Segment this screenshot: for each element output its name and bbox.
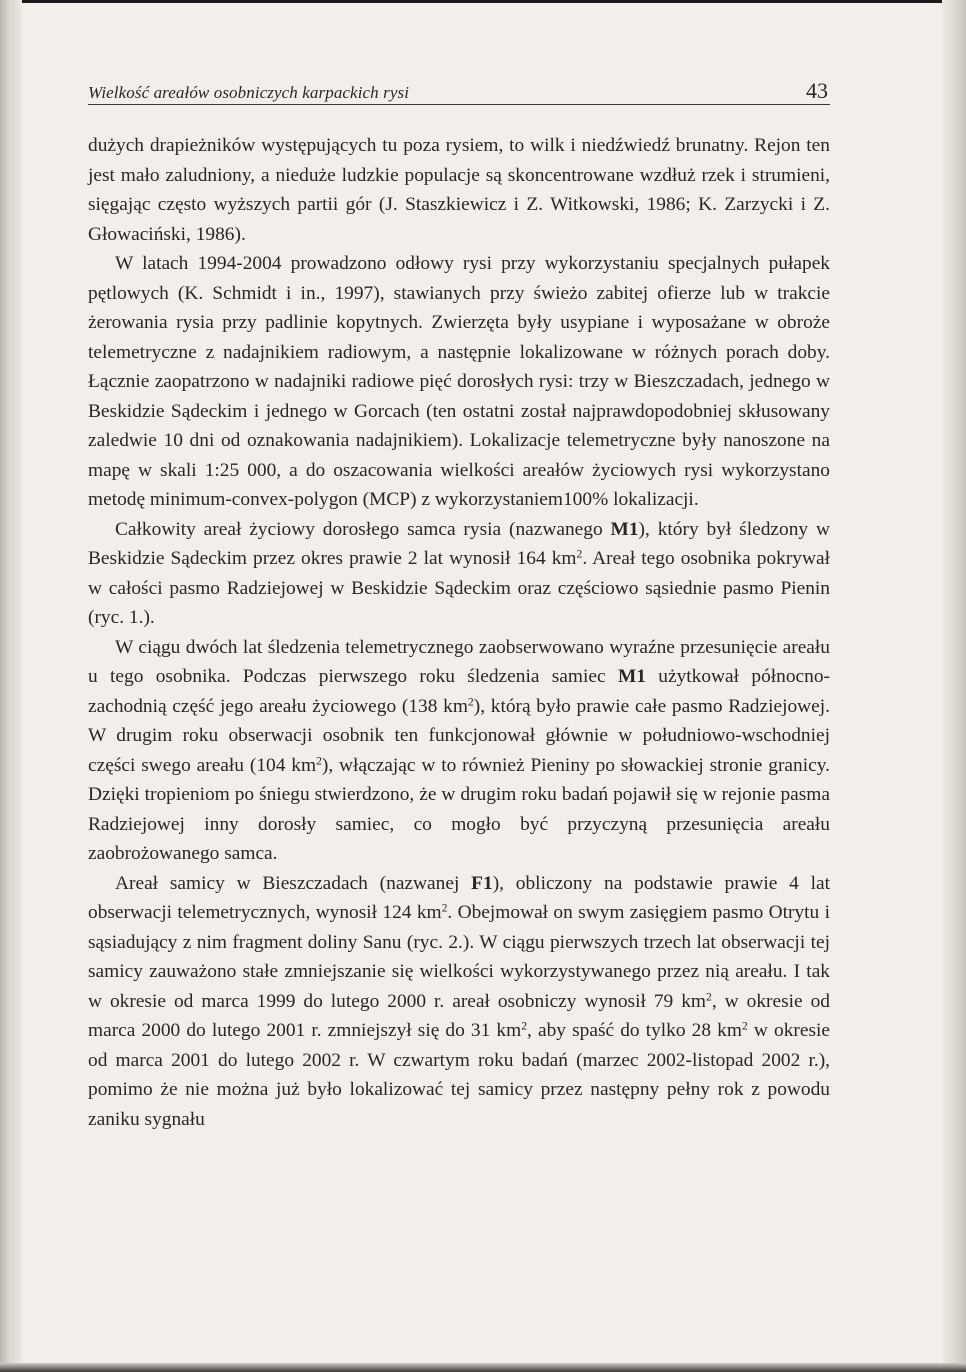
running-title: Wielkość areałów osobniczych karpackich rysi: [88, 83, 410, 102]
text-run: , w okresie od marca 2000 do lutego 2001 r. zmniejszył się do 31 km: [88, 990, 831, 1041]
page-number: 43: [806, 78, 828, 103]
text-run: ), którą było prawie całe pasmo Radziejowej. W drugim roku obserwacji osobnik ten funkcjonował głównie w południowo-wschodniej części swego areału (104 km: [88, 695, 830, 776]
running-header: [88, 78, 830, 105]
text-run: , aby spaść do tylko 28 km: [527, 1020, 742, 1041]
text-run: ), który był śledzony w Beskidzie Sądeckim przez okres prawie 2 lat wynosił 164 km: [88, 518, 830, 569]
superscript: 2: [467, 695, 474, 709]
text-run: użytkował północno-zachodnią część jego areału życiowego (138 km: [88, 666, 830, 717]
text-run: . Areał tego osobnika pokrywał w całości pasmo Radziejowej w Beskidzie Sądeckim oraz częściowo sąsiednie pasmo Pienin (ryc. 1.).: [88, 548, 830, 628]
paragraph-2: [88, 249, 830, 515]
text-run: W ciągu dwóch lat śledzenia telemetrycznego zaobserwowano wyraźne przesunięcie areału u tego osobnika. Podczas pierwszego roku śledzenia samiec: [88, 636, 830, 687]
paragraph-1: [88, 131, 830, 249]
page-edge-right: [942, 0, 966, 1372]
text-run: . Obejmował on swym zasięgiem pasmo Otrytu i sąsiadujący z nim fragment doliny Sanu (ryc. 2.). W ciągu pierwszych trzech lat obserwacji tej samicy zauważono stałe zmniejszanie się wielkości wykorzystywanego przez nią areału. I tak w okresie od marca 1999 do lutego 2000 r. areał osobniczy wynosił 79 km: [88, 902, 830, 1012]
scan-edge-bottom: [0, 1363, 966, 1372]
paragraph-3: [88, 515, 830, 633]
superscript: 2: [521, 1019, 528, 1033]
scan-edge-top: [0, 0, 966, 3]
superscript: 2: [576, 547, 583, 561]
specimen-code-m1: M1: [617, 666, 646, 687]
superscript: 2: [441, 901, 448, 915]
paragraph-4: [88, 633, 830, 869]
page-gutter-shadow: [0, 0, 22, 1372]
text-run: ), włączając w to również Pieniny po słowackiej stronie granicy. Dzięki tropieniom po śniegu stwierdzono, że w drugim roku badań pojawił się w rejonie pasma Radziejowej inny dorosły samiec, co mogło być przyczyną przesunięcia areału zaobrożowanego samca.: [88, 754, 830, 864]
book-page: [88, 78, 830, 1134]
text-run: Areał samicy w Bieszczadach (nazwanej: [115, 872, 472, 894]
specimen-code-f1: F1: [471, 872, 493, 894]
paragraph-5: [88, 869, 830, 1135]
specimen-code-m1: M1: [610, 518, 639, 540]
text-run: Całkowity areał życiowy dorosłego samca rysia (nazwanego: [115, 518, 611, 540]
paragraph-text: dużych drapieżników występujących tu poza rysiem, to wilk i niedźwiedź brunatny. Rejon ten jest mało zaludniony, a nieduże ludzkie populacje są skoncentrowane wzdłuż rzek i strumieni, sięgając często wyższych partii gór (J. Staszkiewicz i Z. Witkowski, 1986; K. Zarzycki i Z. Głowaciński, 1986).: [88, 135, 830, 245]
body-text: [88, 131, 830, 1134]
superscript: 2: [741, 1019, 748, 1033]
superscript: 2: [316, 754, 322, 768]
superscript: 2: [706, 990, 712, 1004]
text-run: ), obliczony na podstawie prawie 4 lat obserwacji telemetrycznych, wynosił 124 km: [88, 872, 830, 923]
text-run: w okresie od marca 2001 do lutego 2002 r. W czwartym roku badań (marzec 2002-listopad 2002 r.), pomimo że nie można już było lokalizować tej samicy przez następny pełny rok z powodu zaniku sygnału: [88, 1020, 830, 1130]
paragraph-text: W latach 1994-2004 prowadzono odłowy rysi przy wykorzystaniu specjalnych pułapek pętlowych (K. Schmidt i in., 1997), stawianych przy świeżo zabitej ofierze lub w trakcie żerowania rysia przy padlinie kopytnych. Zwierzęta były usypiane i wyposażane w obroże telemetryczne z nadajnikiem radiowym, a następnie lokalizowane w różnych porach doby. Łącznie zaopatrzono w nadajniki radiowe pięć dorosłych rysi: trzy w Bieszczadach, jednego w Beskidzie Sądeckim i jednego w Gorcach (ten ostatni został najprawdopodobniej skłusowany zaledwie 10 dni od oznakowania nadajnikiem). Lokalizacje telemetryczne były nanoszone na mapę w skali 1:25 000, a do oszacowania wielkości areałów życiowych rysi wykorzystano metodę minimum-convex-polygon (MCP) z wykorzystaniem100% lokalizacji.: [88, 253, 830, 510]
